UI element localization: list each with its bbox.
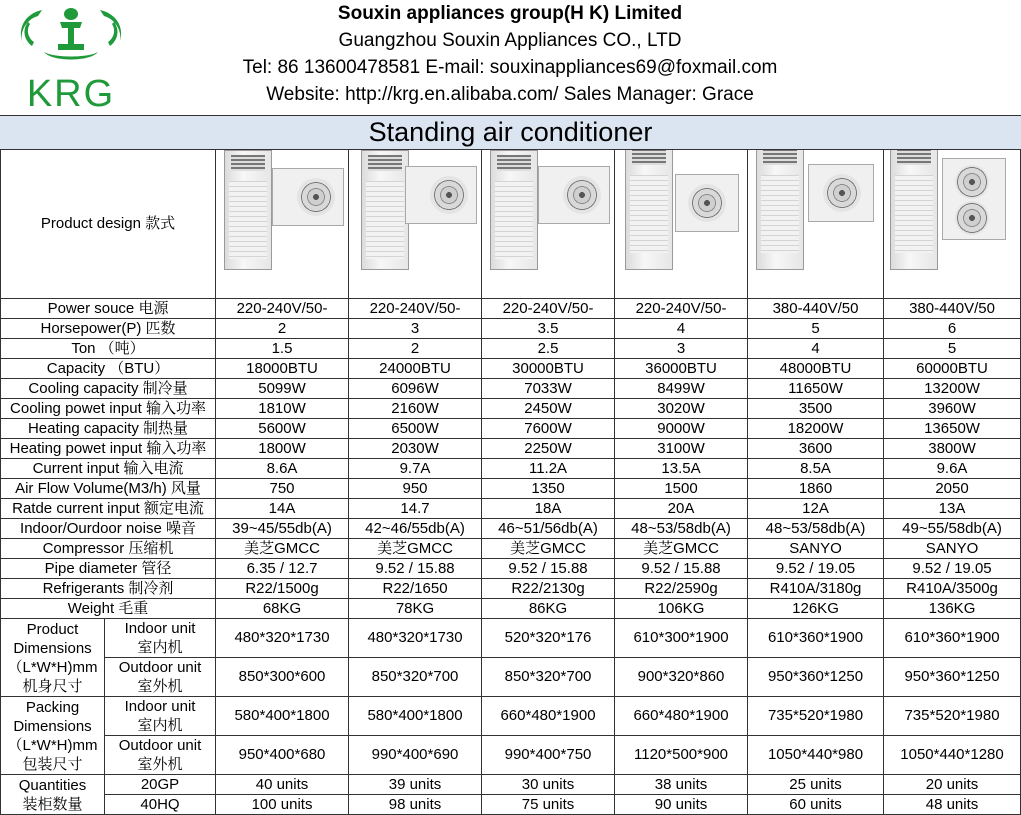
table-cell: 610*360*1900	[748, 619, 884, 658]
table-cell: 380-440V/50	[748, 299, 884, 319]
table-cell: 2160W	[349, 399, 482, 419]
row-label: Ton （吨）	[1, 339, 216, 359]
table-cell: 美芝GMCC	[349, 539, 482, 559]
row-label: Weight 毛重	[1, 599, 216, 619]
product-image-cell	[615, 150, 748, 299]
table-row	[1, 519, 1021, 539]
row-label: Product design 款式	[1, 150, 216, 299]
table-cell: SANYO	[748, 539, 884, 559]
sub-label	[105, 736, 216, 775]
product-image-cell	[884, 150, 1021, 299]
table-row	[1, 775, 1021, 795]
table-cell: 78KG	[349, 599, 482, 619]
table-cell: 2050	[884, 479, 1021, 499]
row-label: Cooling capacity 制冷量	[1, 379, 216, 399]
table-cell: 126KG	[748, 599, 884, 619]
table-cell: 13.5A	[615, 459, 748, 479]
table-cell: 7600W	[482, 419, 615, 439]
table-row	[1, 419, 1021, 439]
table-cell: 14.7	[349, 499, 482, 519]
group-label	[1, 619, 105, 697]
table-cell: R410A/3500g	[884, 579, 1021, 599]
table-cell: 5600W	[216, 419, 349, 439]
table-cell: 660*480*1900	[482, 697, 615, 736]
table-cell: 3.5	[482, 319, 615, 339]
group-label-line: Dimensions	[13, 717, 92, 735]
row-label: Capacity （BTU）	[1, 359, 216, 379]
table-cell: 3960W	[884, 399, 1021, 419]
table-cell: R22/2130g	[482, 579, 615, 599]
table-cell: 4	[615, 319, 748, 339]
row-label: Cooling powet input 输入功率	[1, 399, 216, 419]
subsidiary-name: Guangzhou Souxin Appliances CO., LTD	[338, 30, 682, 51]
table-cell: 950*360*1250	[884, 658, 1021, 697]
table-cell: 735*520*1980	[884, 697, 1021, 736]
table-cell: 30 units	[482, 775, 615, 795]
row-label: Air Flow Volume(M3/h) 风量	[1, 479, 216, 499]
table-cell: 48~53/58db(A)	[748, 519, 884, 539]
table-cell: 11650W	[748, 379, 884, 399]
indoor-unit-icon	[361, 150, 409, 270]
table-cell: 11.2A	[482, 459, 615, 479]
table-cell: 580*400*1800	[349, 697, 482, 736]
table-cell: 6500W	[349, 419, 482, 439]
table-cell: 48~53/58db(A)	[615, 519, 748, 539]
table-cell: 18A	[482, 499, 615, 519]
table-cell: 美芝GMCC	[482, 539, 615, 559]
table-cell: 3600	[748, 439, 884, 459]
table-row	[1, 795, 1021, 815]
table-cell: 950*400*680	[216, 736, 349, 775]
table-cell: 46~51/56db(A)	[482, 519, 615, 539]
table-cell: 950	[349, 479, 482, 499]
sub-label	[105, 658, 216, 697]
indoor-unit-icon	[890, 150, 938, 271]
table-row	[1, 399, 1021, 419]
table-cell: 14A	[216, 499, 349, 519]
outdoor-unit-icon	[405, 166, 477, 224]
row-label: Heating powet input 输入功率	[1, 439, 216, 459]
table-row	[1, 459, 1021, 479]
table-cell: 13200W	[884, 379, 1021, 399]
table-cell: 2030W	[349, 439, 482, 459]
table-cell: 580*400*1800	[216, 697, 349, 736]
table-cell: R410A/3180g	[748, 579, 884, 599]
product-image	[482, 150, 614, 298]
table-cell: 220-240V/50-	[216, 299, 349, 319]
group-label-line: Packing	[25, 698, 80, 716]
row-label: Refrigerants 制冷剂	[1, 579, 216, 599]
product-image	[748, 150, 883, 298]
product-image-cell	[349, 150, 482, 299]
table-row	[1, 359, 1021, 379]
group-label	[1, 697, 105, 775]
table-cell: 100 units	[216, 795, 349, 815]
group-label-line: Dimensions	[13, 639, 92, 657]
table-cell: 1350	[482, 479, 615, 499]
outdoor-unit-icon	[538, 166, 610, 224]
group-label	[1, 775, 105, 815]
table-cell: 735*520*1980	[748, 697, 884, 736]
header	[0, 0, 1021, 116]
table-cell: 9.7A	[349, 459, 482, 479]
table-cell: 8.6A	[216, 459, 349, 479]
table-cell: 36000BTU	[615, 359, 748, 379]
table-row	[1, 619, 1021, 658]
table-cell: 220-240V/50-	[349, 299, 482, 319]
group-label-line: （L*W*H)mm	[7, 658, 98, 676]
table-cell: 480*320*1730	[216, 619, 349, 658]
group-label-line: 包装尺寸	[22, 755, 83, 773]
table-cell: 6096W	[349, 379, 482, 399]
company-name: Souxin appliances group(H K) Limited	[337, 3, 683, 24]
table-cell: 380-440V/50	[884, 299, 1021, 319]
table-cell: 24000BTU	[349, 359, 482, 379]
row-label: Pipe diameter 管径	[1, 559, 216, 579]
sub-label-line: Outdoor unit	[118, 659, 202, 676]
logo-text: KRG	[26, 73, 116, 112]
sub-label-line: Outdoor unit	[118, 737, 202, 754]
table-row	[1, 439, 1021, 459]
spec-table	[0, 149, 1021, 815]
product-image	[615, 150, 747, 298]
table-cell: 60 units	[748, 795, 884, 815]
sub-label-line: 室外机	[137, 756, 183, 773]
product-image	[884, 150, 1020, 298]
table-cell: 2250W	[482, 439, 615, 459]
sub-label-line: 室内机	[137, 639, 183, 656]
table-cell: 20 units	[884, 775, 1021, 795]
table-cell: 5	[884, 339, 1021, 359]
table-cell: 30000BTU	[482, 359, 615, 379]
table-cell: 18200W	[748, 419, 884, 439]
table-cell: 5	[748, 319, 884, 339]
table-cell: 86KG	[482, 599, 615, 619]
table-cell: 90 units	[615, 795, 748, 815]
row-label: Horsepower(P) 匹数	[1, 319, 216, 339]
table-row	[1, 697, 1021, 736]
contact-line: Tel: 86 13600478581 E-mail: souxinappliances69@foxmail.com	[242, 57, 778, 78]
table-row	[1, 579, 1021, 599]
table-cell: 1500	[615, 479, 748, 499]
table-row	[1, 599, 1021, 619]
table-cell: 7033W	[482, 379, 615, 399]
indoor-unit-icon	[756, 150, 804, 271]
table-row	[1, 559, 1021, 579]
table-cell: 9.6A	[884, 459, 1021, 479]
table-row	[1, 658, 1021, 697]
table-cell: 520*320*176	[482, 619, 615, 658]
product-image-cell	[748, 150, 884, 299]
table-cell: 9.52 / 15.88	[482, 559, 615, 579]
table-cell: 13650W	[884, 419, 1021, 439]
table-cell: 2.5	[482, 339, 615, 359]
table-cell: 750	[216, 479, 349, 499]
table-cell: 6.35 / 12.7	[216, 559, 349, 579]
table-row	[1, 319, 1021, 339]
table-row	[1, 299, 1021, 319]
table-cell: 480*320*1730	[349, 619, 482, 658]
table-cell: 1050*440*1280	[884, 736, 1021, 775]
outdoor-unit-icon	[808, 164, 874, 222]
table-cell: R22/1650	[349, 579, 482, 599]
outdoor-unit-icon	[942, 158, 1006, 240]
product-design-row	[1, 150, 1021, 299]
row-label: Ratde current input 额定电流	[1, 499, 216, 519]
table-cell: 48000BTU	[748, 359, 884, 379]
product-image-cell	[482, 150, 615, 299]
sub-label	[105, 619, 216, 658]
row-label: Indoor/Ourdoor noise 噪音	[1, 519, 216, 539]
table-cell: 2450W	[482, 399, 615, 419]
table-cell: 6	[884, 319, 1021, 339]
group-label-line: Product	[26, 620, 79, 638]
table-cell: 1810W	[216, 399, 349, 419]
table-cell: 4	[748, 339, 884, 359]
sub-label	[105, 697, 216, 736]
sub-label-line: Indoor unit	[124, 698, 196, 715]
table-cell: 9.52 / 19.05	[748, 559, 884, 579]
group-label-line: 机身尺寸	[22, 677, 83, 695]
table-cell: 3800W	[884, 439, 1021, 459]
table-cell: 3	[615, 339, 748, 359]
table-cell: 20A	[615, 499, 748, 519]
table-cell: 3	[349, 319, 482, 339]
indoor-unit-icon	[625, 150, 673, 271]
table-cell: 1.5	[216, 339, 349, 359]
indoor-unit-icon	[224, 150, 272, 270]
table-cell: 12A	[748, 499, 884, 519]
table-cell: 1860	[748, 479, 884, 499]
outdoor-unit-icon	[272, 168, 344, 226]
group-label-line: （L*W*H)mm	[7, 736, 98, 754]
table-row	[1, 736, 1021, 775]
row-label: Compressor 压缩机	[1, 539, 216, 559]
table-cell: 美芝GMCC	[216, 539, 349, 559]
table-cell: 25 units	[748, 775, 884, 795]
row-label: Current input 输入电流	[1, 459, 216, 479]
sub-label: 40HQ	[105, 795, 216, 815]
table-cell: 39 units	[349, 775, 482, 795]
row-label: Heating capacity 制热量	[1, 419, 216, 439]
table-row	[1, 339, 1021, 359]
table-cell: 990*400*690	[349, 736, 482, 775]
table-cell: 3020W	[615, 399, 748, 419]
table-cell: 660*480*1900	[615, 697, 748, 736]
sub-label-line: 室外机	[137, 678, 183, 695]
group-label-line: 装柜数量	[22, 795, 83, 813]
table-cell: 48 units	[884, 795, 1021, 815]
table-cell: 136KG	[884, 599, 1021, 619]
table-cell: 220-240V/50-	[482, 299, 615, 319]
table-cell: SANYO	[884, 539, 1021, 559]
table-cell: 850*320*700	[349, 658, 482, 697]
page-title: Standing air conditioner	[0, 115, 1021, 150]
sub-label: 20GP	[105, 775, 216, 795]
table-cell: 9.52 / 15.88	[615, 559, 748, 579]
table-cell: 38 units	[615, 775, 748, 795]
table-cell: 3500	[748, 399, 884, 419]
table-cell: 3100W	[615, 439, 748, 459]
indoor-unit-icon	[490, 150, 538, 270]
table-cell: 39~45/55db(A)	[216, 519, 349, 539]
group-label-line: Quantities	[18, 776, 87, 794]
row-label: Power souce 电源	[1, 299, 216, 319]
table-cell: 5099W	[216, 379, 349, 399]
table-cell: 13A	[884, 499, 1021, 519]
table-cell: 106KG	[615, 599, 748, 619]
product-image	[349, 150, 481, 298]
table-cell: 49~55/58db(A)	[884, 519, 1021, 539]
table-cell: 9.52 / 19.05	[884, 559, 1021, 579]
table-cell: R22/1500g	[216, 579, 349, 599]
table-cell: 2	[216, 319, 349, 339]
table-cell: 75 units	[482, 795, 615, 815]
table-cell: 9000W	[615, 419, 748, 439]
website-line: Website: http://krg.en.alibaba.com/ Sales Manager: Grace	[266, 84, 754, 105]
table-cell: 98 units	[349, 795, 482, 815]
table-cell: 1050*440*980	[748, 736, 884, 775]
table-cell: 42~46/55db(A)	[349, 519, 482, 539]
table-cell: 68KG	[216, 599, 349, 619]
table-row	[1, 379, 1021, 399]
outdoor-unit-icon	[675, 174, 739, 232]
table-cell: 1800W	[216, 439, 349, 459]
table-cell: 900*320*860	[615, 658, 748, 697]
table-cell: 美芝GMCC	[615, 539, 748, 559]
table-cell: 60000BTU	[884, 359, 1021, 379]
table-cell: 950*360*1250	[748, 658, 884, 697]
table-cell: 850*300*600	[216, 658, 349, 697]
table-cell: 220-240V/50-	[615, 299, 748, 319]
table-cell: 8.5A	[748, 459, 884, 479]
table-cell: 9.52 / 15.88	[349, 559, 482, 579]
sub-label-line: 室内机	[137, 717, 183, 734]
table-cell: R22/2590g	[615, 579, 748, 599]
table-cell: 850*320*700	[482, 658, 615, 697]
table-cell: 1120*500*900	[615, 736, 748, 775]
table-row	[1, 499, 1021, 519]
table-cell: 8499W	[615, 379, 748, 399]
table-cell: 610*300*1900	[615, 619, 748, 658]
sub-label-line: Indoor unit	[124, 620, 196, 637]
table-cell: 40 units	[216, 775, 349, 795]
product-image-cell	[216, 150, 349, 299]
table-row	[1, 479, 1021, 499]
krg-logo-icon	[4, 0, 138, 112]
table-cell: 990*400*750	[482, 736, 615, 775]
table-cell: 2	[349, 339, 482, 359]
table-cell: 610*360*1900	[884, 619, 1021, 658]
table-cell: 18000BTU	[216, 359, 349, 379]
table-row	[1, 539, 1021, 559]
product-image	[216, 150, 348, 298]
